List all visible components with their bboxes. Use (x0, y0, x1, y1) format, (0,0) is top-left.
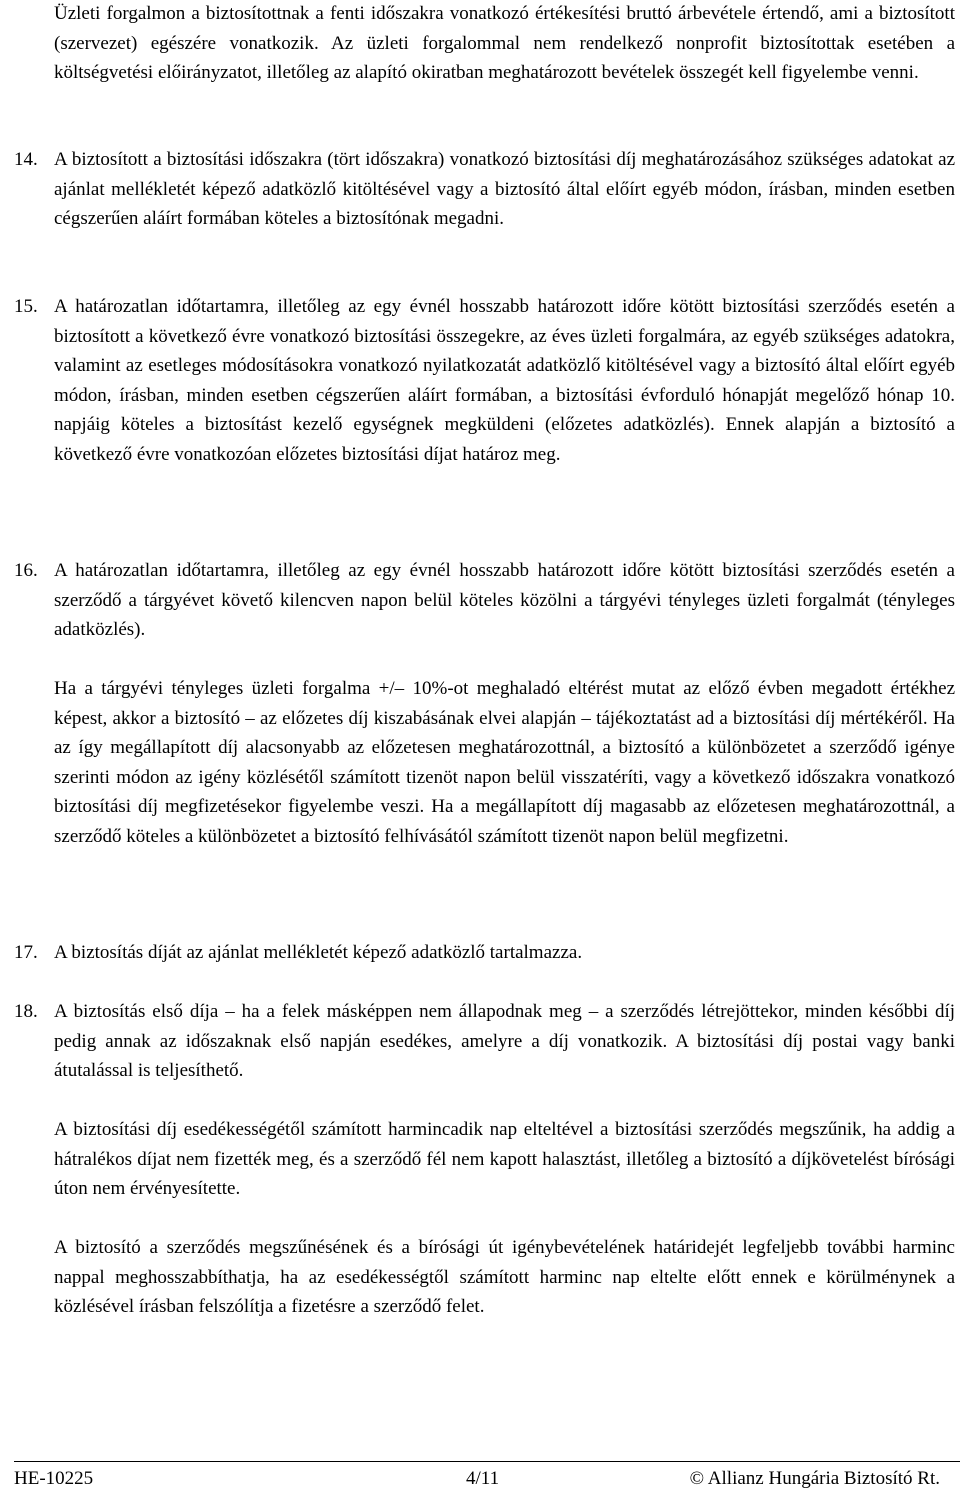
clause-body: A határozatlan időtartamra, illetőleg az egy évnél hosszabb határozott időre kötött biztosítási szerződés esetén a biztosított a következő évre vonatkozó biztosítási összegekre, az éves üzleti forgalmára, az egyéb szükséges adatokra, valamint az esetleges módosításokra vonatkozó nyilatkozatát adatközlő kitöltésével vagy a biztosító által előírt egyéb módon, írásban, minden esetben cégszerűen aláírt formában, a biztosítási évforduló hónapját megelőző hónap 10. napjáig köteles a biztosítást kezelő egységnek megküldeni (előzetes adatközlés). Ennek alapján a biztosító a következő évre vonatkozóan előzetes biztosítási díjat határoz meg. (54, 296, 955, 465)
clause-number: 15. (14, 296, 38, 317)
clause-number: 17. (14, 942, 38, 963)
document-code: HE-10225 (14, 1468, 94, 1489)
paragraph-turnover-definition: Üzleti forgalmon a biztosítottnak a fenti időszakra vonatkozó értékesítési bruttó árbevétele értendő, ami a biztosított (szervezet) egészére vonatkozik. Az üzleti forgalommal nem rendelkező nonprofit biztosítottak esetében a költségvetési előirányzatot, illetőleg az alapító okiratban meghatározott bevételek összegét kell figyelembe venni. (54, 3, 955, 83)
page-footer (14, 1465, 940, 1493)
paragraph-premium-due-termination: A biztosítási díj esedékességétől számított harmincadik nap elteltével a biztosítási szerződés megszűnik, ha addig a hátralékos díjat nem fizették meg, és a szerződő fél nem kapott halasztást, illetőleg a biztosító a díjkövetelést bírósági úton nem érvényesítette. (54, 1119, 955, 1199)
copyright-notice: © Allianz Hungária Biztosító Rt. (689, 1468, 940, 1489)
clause-body: A határozatlan időtartamra, illetőleg az egy évnél hosszabb határozott időre kötött biztosítási szerződés esetén a szerződő a tárgyévet követő kilencven napon belül köteles közölni a tárgyévi tényleges üzleti forgalmát (tényleges adatközlés). (54, 560, 955, 640)
paragraph-actual-turnover-deviation: Ha a tárgyévi tényleges üzleti forgalma +/– 10%-ot meghaladó eltérést mutat az előző évben megadott értékhez képest, akkor a biztosító – az előzetes díj kiszabásának elvei alapján – tájékoztatást ad a biztosítási díj mértékéről. Ha az így megállapított díj alacsonyabb az előzetesen meghatározottnál, a biztosító a különbözetet a szerződő igénye szerinti módon az igény közlésétől számított tizenöt napon belül visszatéríti, vagy a következő időszakra vonatkozó biztosítási díj megfizetésekor figyelembe veszi. Ha a megállapított díj magasabb az előzetesen meghatározottnál, a szerződő köteles a különbözetet a biztosító felhívásától számított tizenöt napon belül megfizetni. (54, 678, 955, 847)
clause-body: A biztosítás első díja – ha a felek másképpen nem állapodnak meg – a szerződés létrejöttekor, minden későbbi díj pedig annak az időszaknak első napján esedékes, amelyre a díj vonatkozik. A biztosítási díj postai vagy banki átutalással is teljesíthető. (54, 1001, 955, 1081)
clause-number: 18. (14, 1001, 38, 1022)
clause-body: A biztosított a biztosítási időszakra (tört időszakra) vonatkozó biztosítási díj meghatározásához szükséges adatokat az ajánlat mellékletét képező adatközlő kitöltésével vagy a biztosító által előírt egyéb módon, írásban, minden esetben cégszerűen aláírt formában köteles a biztosítónak megadni. (54, 149, 955, 229)
clause-body: A biztosítás díját az ajánlat mellékletét képező adatközlő tartalmazza. (54, 942, 583, 963)
paragraph-deadline-extension: A biztosító a szerződés megszűnésének és a bírósági út igénybevételének határidejét legfeljebb további harminc nappal meghosszabbíthatja, ha az esedékességtől számított harminc nap eltelte előtt ennek e körülménynek a közlésével írásban felszólítja a fizetésre a szerződő felet. (54, 1237, 955, 1317)
clause-number: 16. (14, 560, 38, 581)
page-number: 4/11 (466, 1468, 500, 1489)
clause-number: 14. (14, 149, 38, 170)
footer-divider (14, 1461, 960, 1462)
